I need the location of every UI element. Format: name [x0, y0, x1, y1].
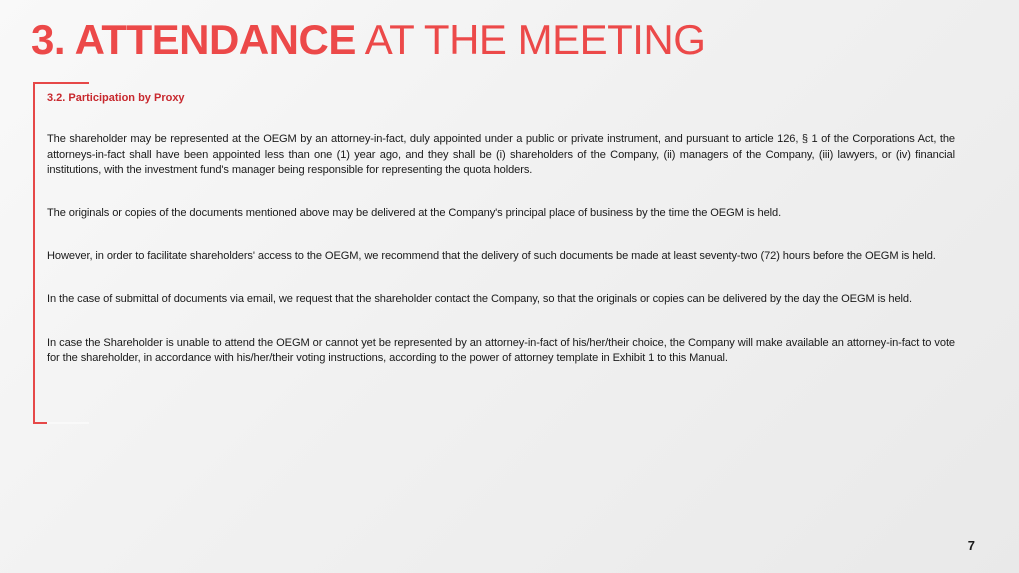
slide-title [31, 14, 705, 66]
content-body [47, 91, 955, 394]
section-heading: 3.2. Participation by Proxy [47, 92, 185, 104]
paragraph-document-delivery: The originals or copies of the documents mentioned above may be delivered at the Company's principal place of business by the time the OEGM is held. [47, 207, 782, 220]
paragraph-delivery-recommendation: However, in order to facilitate shareholders' access to the OEGM, we recommend that the delivery of such documents be made at least seventy-two (72) hours before the OEGM is held. [47, 250, 936, 263]
paragraph-company-attorney: In case the Shareholder is unable to attend the OEGM or cannot yet be represented by an attorney-in-fact of his/her/their choice, the Company will make available an attorney-in-fact to vote for the shareholder, in accordance with his/her/their voting instructions, according to the power of attorney template in Exhibit 1 to this Manual. [47, 336, 955, 365]
slide-title-normal: AT THE MEETING [355, 16, 706, 63]
page-number: 7 [967, 538, 975, 553]
slide-title-bold: 3. ATTENDANCE [31, 16, 356, 63]
paragraph-email-submittal: In the case of submittal of documents via email, we request that the shareholder contact the Company, so that the originals or copies can be delivered by the day the OEGM is held. [47, 293, 912, 306]
paragraph-proxy-representation: The shareholder may be represented at the OEGM by an attorney-in-fact, duly appointed under a public or private instrument, and pursuant to article 126, § 1 of the Corporations Act, the attorneys-in-fact shall have been appointed less than one (1) year ago, and they shall be (i) shareholders of the Company, (ii) managers of the Company, (iii) lawyers, or (iv) financial institutions, with the investment fund's manager being responsible for representing the quota holders. [47, 133, 955, 177]
